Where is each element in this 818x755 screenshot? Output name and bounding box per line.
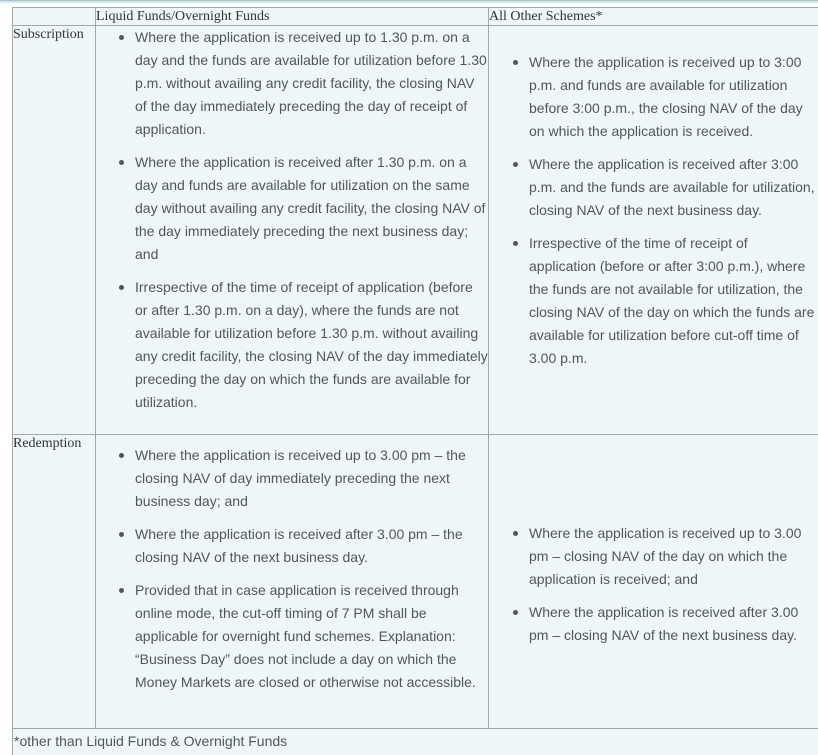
subscription-other-cell: [489, 26, 818, 435]
list-item: Where the application is received after 3.00 pm – the closing NAV of the next business day.: [96, 523, 488, 569]
top-divider: [0, 0, 818, 3]
header-empty: [13, 8, 96, 26]
list-item: Where the application is received up to 3:00 p.m. and funds are available for utilization before 3:00 p.m., the closing NAV of the day on which the application is received.: [489, 51, 818, 143]
redemption-other-cell: [489, 435, 818, 729]
header-other-schemes: All Other Schemes*: [489, 8, 818, 26]
table-header-row: [13, 8, 818, 26]
redemption-other-list: [489, 522, 818, 647]
subscription-liquid-list: [96, 26, 488, 414]
footnote: *other than Liquid Funds & Overnight Funds: [12, 729, 818, 755]
list-item: Irrespective of the time of receipt of application (before or after 3:00 p.m.), where the funds are not available for utilization, the closing NAV of the day on which the funds are available for utilization before cut-off time of 3.00 p.m.: [489, 232, 818, 370]
header-liquid-funds: Liquid Funds/Overnight Funds: [96, 8, 489, 26]
table-row-redemption: [13, 435, 818, 729]
row-label-redemption: Redemption: [13, 435, 96, 729]
list-item: Where the application is received after 1.30 p.m. on a day and funds are available for utilization on the same day without availing any credit facility, the closing NAV of the day immediately preceding the next business day; and: [96, 151, 488, 266]
row-label-subscription: Subscription: [13, 26, 96, 435]
table-row-subscription: [13, 26, 818, 435]
redemption-liquid-cell: [96, 435, 489, 729]
list-item: Irrespective of the time of receipt of application (before or after 1.30 p.m. on a day), where the funds are not available for utilization before 1.30 p.m. without availing any credit facility, the closing NAV of the day immediately preceding the day on which the funds are available for utilization.: [96, 276, 488, 414]
list-item: Where the application is received after 3.00 pm – closing NAV of the next business day.: [489, 601, 818, 647]
redemption-liquid-list: [96, 444, 488, 694]
subscription-other-list: [489, 51, 818, 370]
cutoff-timing-table: [12, 7, 818, 729]
list-item: Where the application is received up to 3.00 pm – closing NAV of the day on which the application is received; and: [489, 522, 818, 591]
list-item: Where the application is received up to 1.30 p.m. on a day and the funds are available for utilization before 1.30 p.m. without availing any credit facility, the closing NAV of the day immediately preceding the day of receipt of application.: [96, 26, 488, 141]
list-item: Where the application is received after 3:00 p.m. and the funds are available for utilization, closing NAV of the next business day.: [489, 153, 818, 222]
list-item: Provided that in case application is received through online mode, the cut-off timing of 7 PM shall be applicable for overnight fund schemes. Explanation: “Business Day” does not include a day on which the Money Markets are closed or otherwise not accessible.: [96, 579, 488, 694]
subscription-liquid-cell: [96, 26, 489, 435]
list-item: Where the application is received up to 3.00 pm – the closing NAV of day immediately preceding the next business day; and: [96, 444, 488, 513]
